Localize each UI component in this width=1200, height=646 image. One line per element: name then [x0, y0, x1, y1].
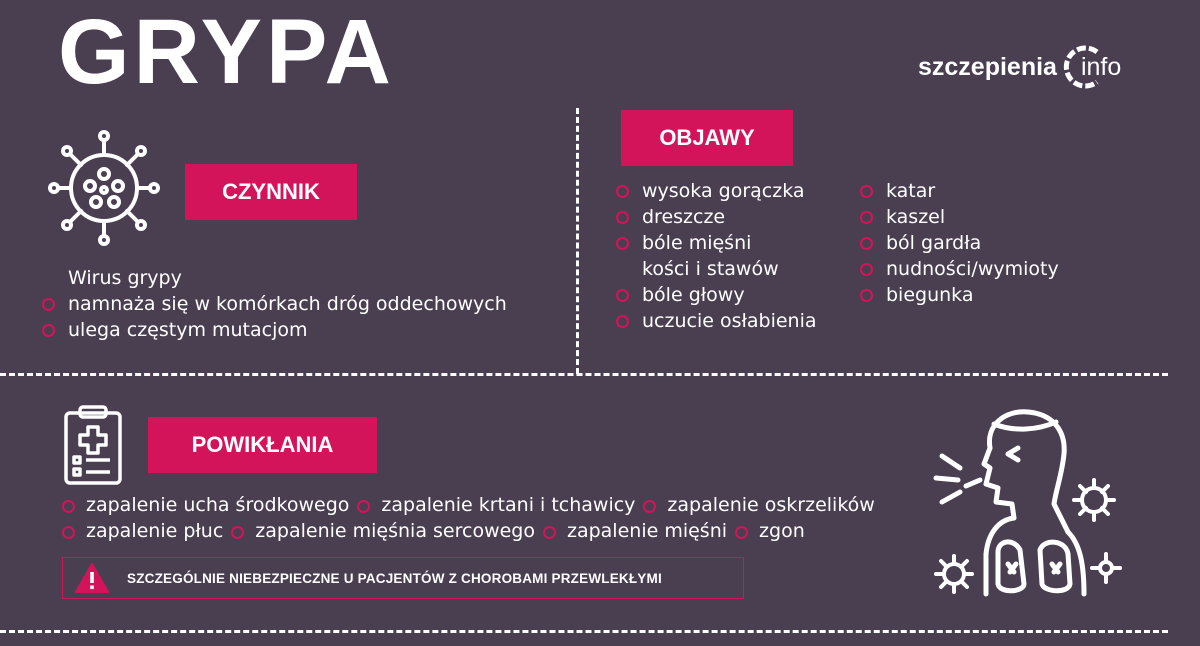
list-item: kości i stawów [642, 258, 779, 280]
bullet-icon [860, 211, 873, 224]
list-item: biegunka [860, 282, 1059, 308]
logo-brand: szczepienia [918, 52, 1057, 81]
bullet-icon [543, 526, 556, 539]
vertical-divider [576, 108, 579, 374]
list-item: namnaża się w komórkach dróg oddechowych [42, 291, 507, 317]
bullet-icon [42, 298, 55, 311]
complications-heading: POWIKŁANIA [148, 417, 377, 473]
list-item: dreszcze [616, 204, 817, 230]
virus-icon [48, 128, 160, 248]
list-item: ból gardła [860, 230, 1059, 256]
page-title: GRYPA [58, 1, 395, 103]
bullet-icon [616, 211, 629, 224]
list-item: bóle głowy [616, 282, 817, 308]
list-item: zapalenie płuc [62, 520, 223, 542]
bullet-icon [616, 185, 629, 198]
bullet-icon [616, 289, 629, 302]
warning-icon [63, 558, 121, 598]
list-item: bóle mięśni [616, 230, 817, 256]
list-item: uczucie osłabienia [616, 308, 817, 334]
bullet-icon [42, 324, 55, 337]
clipboard-icon [62, 405, 124, 485]
bullet-icon [62, 526, 75, 539]
bullet-icon [860, 263, 873, 276]
list-item: zapalenie ucha środkowego [62, 494, 349, 516]
bullet-icon [735, 526, 748, 539]
list-item: zapalenie krtani i tchawicy [357, 494, 635, 516]
logo [918, 44, 1121, 90]
symptoms-list-col1 [616, 178, 817, 334]
list-item: ulega częstym mutacjom [42, 317, 507, 343]
list-item: kaszel [860, 204, 1059, 230]
list-item: katar [860, 178, 1059, 204]
warning-box [62, 557, 744, 599]
list-item: zgon [735, 520, 805, 542]
list-item: zapalenie mięśnia sercowego [231, 520, 535, 542]
list-item: nudności/wymioty [860, 256, 1059, 282]
sick-person-icon [928, 404, 1124, 600]
bullet-icon [357, 500, 370, 513]
bullet-icon [616, 237, 629, 250]
list-item: zapalenie oskrzelików [643, 494, 874, 516]
factor-intro: Wirus grypy [68, 267, 182, 289]
horizontal-divider-bottom [0, 630, 1168, 633]
bullet-icon [860, 185, 873, 198]
horizontal-divider-middle [0, 373, 1168, 376]
list-item: zapalenie mięśni [543, 520, 727, 542]
bullet-icon [231, 526, 244, 539]
complications-row-1 [62, 494, 883, 516]
bullet-icon [616, 315, 629, 328]
bullet-icon [860, 289, 873, 302]
bullet-icon [643, 500, 656, 513]
factor-list [42, 291, 507, 343]
symptoms-list-col2 [860, 178, 1059, 308]
warning-text: SZCZEGÓLNIE NIEBEZPIECZNE U PACJENTÓW Z CHOROBAMI PRZEWLEKŁYMI [127, 570, 662, 586]
symptoms-heading: OBJAWY [621, 110, 793, 166]
bullet-icon [62, 500, 75, 513]
logo-suffix: info [1080, 52, 1122, 81]
factor-heading: CZYNNIK [185, 164, 357, 220]
list-item: wysoka gorączka [616, 178, 817, 204]
bullet-icon [860, 237, 873, 250]
complications-row-2 [62, 520, 813, 542]
